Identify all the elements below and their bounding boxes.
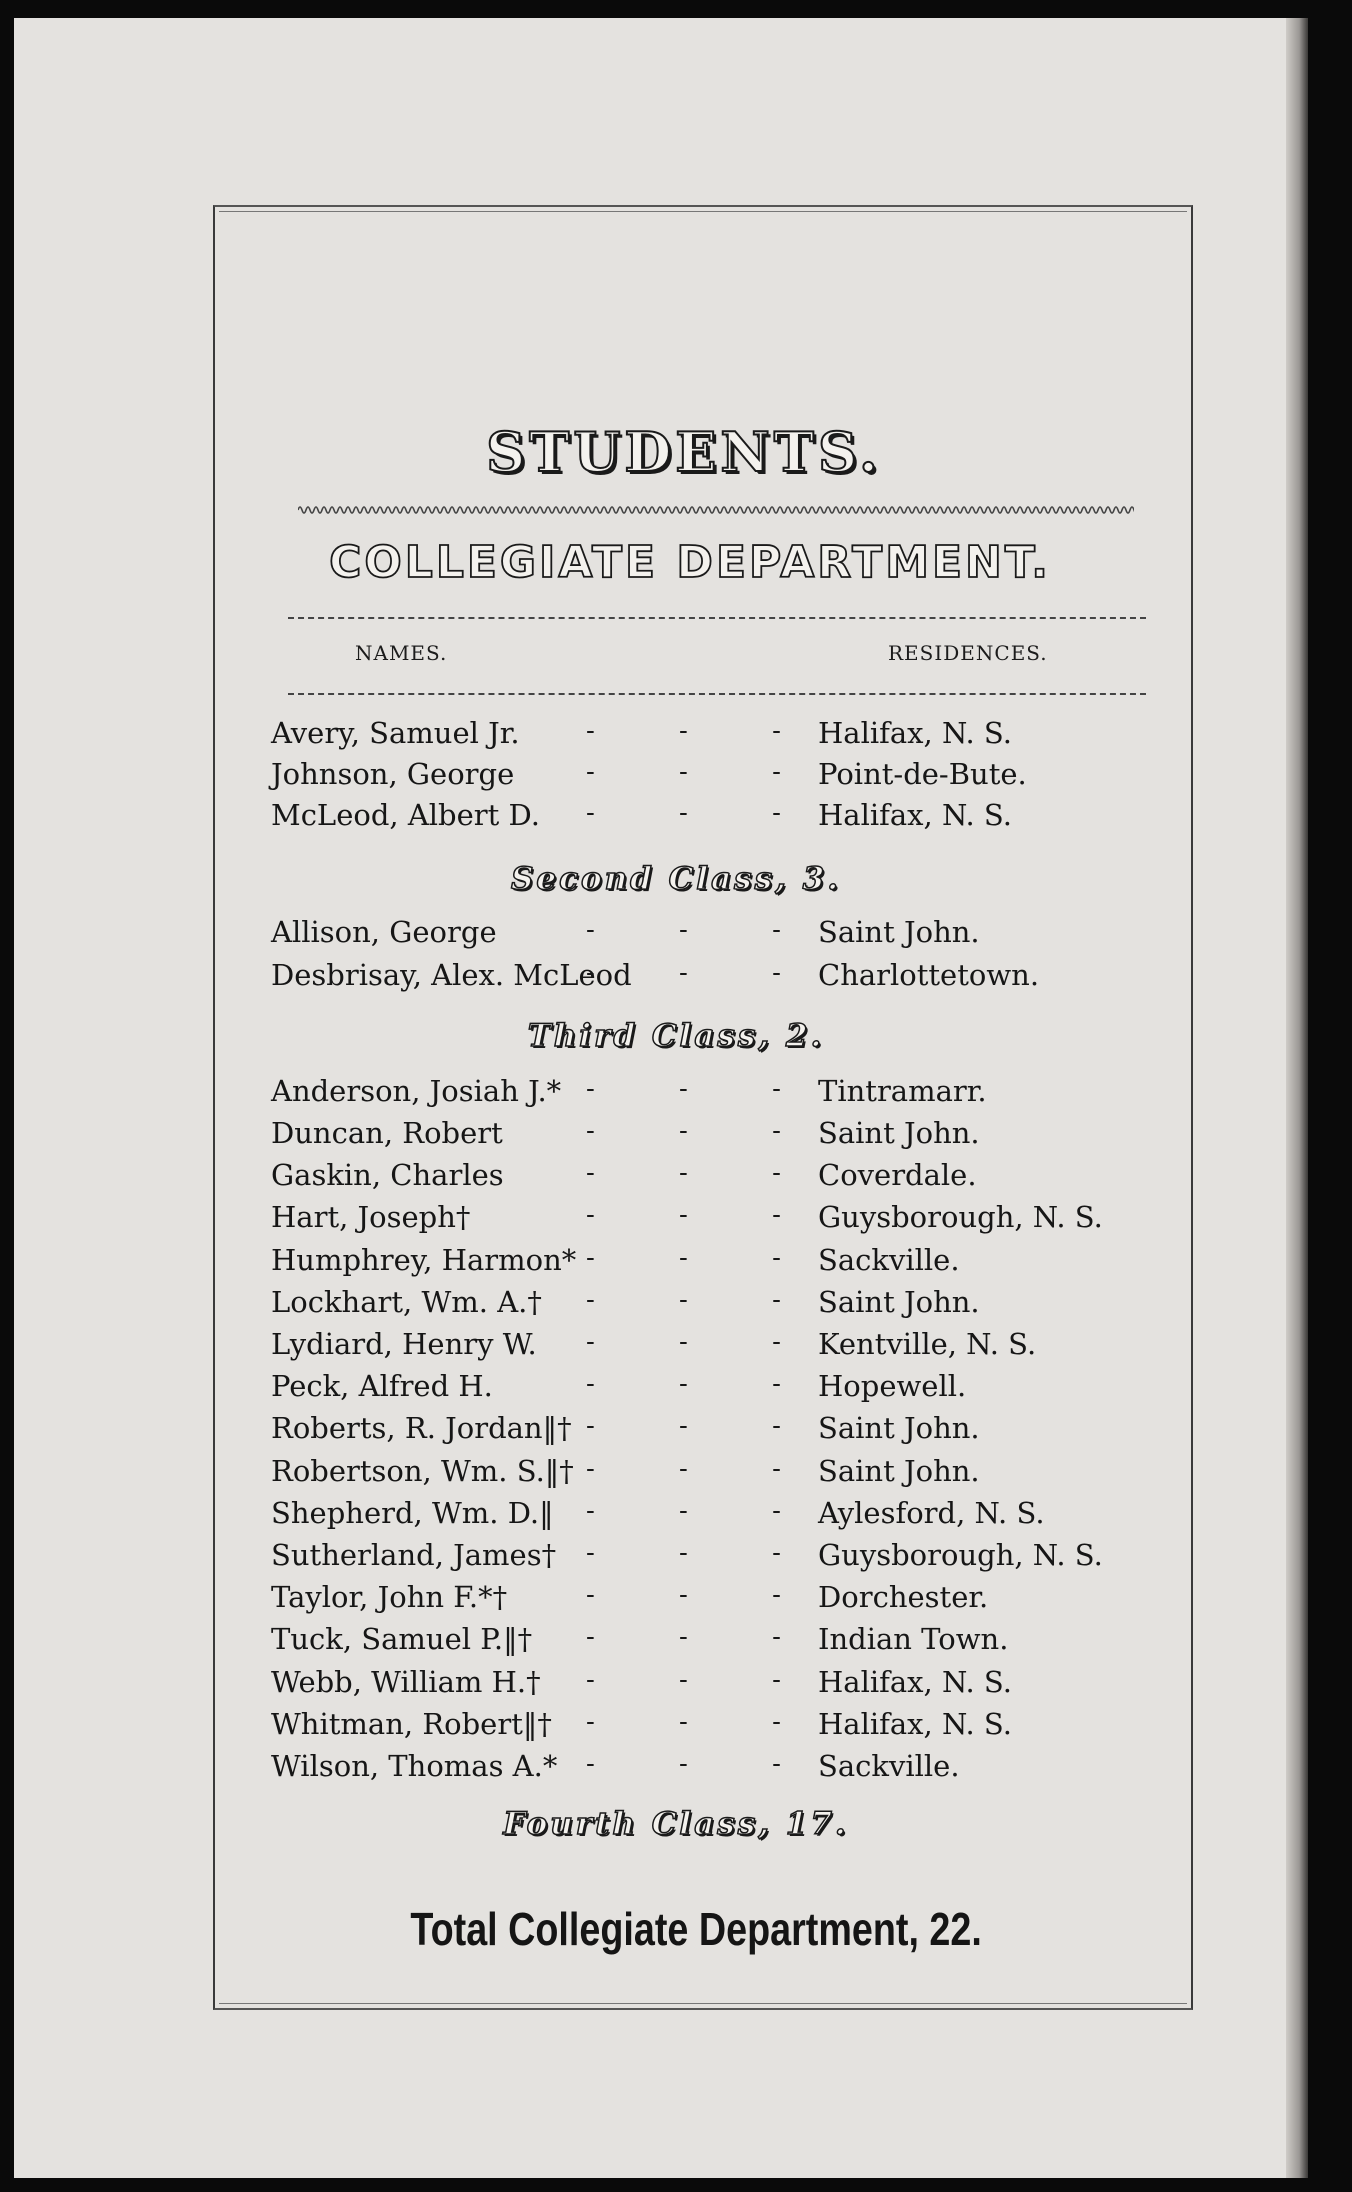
leader-dashes: - - - [586,1158,819,1188]
student-name: Whitman, Robert‖† [271,1707,552,1741]
class-heading: Third Class, 2. [527,1018,825,1054]
leader-dashes: - - - [586,1496,819,1526]
student-row [0,1707,1352,1749]
leader-dashes: - - - [586,1411,819,1441]
student-row [0,1327,1352,1369]
student-name: Humphrey, Harmon* [271,1243,577,1277]
student-residence: Kentville, N. S. [818,1327,1037,1361]
leader-dashes: - - - [586,1327,819,1357]
student-residence: Dorchester. [818,1580,989,1614]
leader-dashes: - - - [586,1749,819,1779]
wavy-divider [298,503,1134,517]
student-residence: Aylesford, N. S. [818,1496,1045,1530]
student-row [0,1454,1352,1496]
leader-dashes: - - - [586,1285,819,1315]
student-row [0,958,1352,1000]
student-name: Lydiard, Henry W. [271,1327,537,1361]
student-residence: Sackville. [818,1243,960,1277]
student-row [0,757,1352,799]
student-residence: Saint John. [818,1411,980,1445]
student-row [0,1285,1352,1327]
page-title: STUDENTS. [486,420,882,484]
student-residence: Indian Town. [818,1622,1009,1656]
dashed-divider-top [288,617,1146,619]
student-row [0,1580,1352,1622]
student-name: Gaskin, Charles [271,1158,504,1192]
student-residence: Saint John. [818,1285,980,1319]
student-row [0,1369,1352,1411]
leader-dashes: - - - [586,716,819,746]
leader-dashes: - - - [586,1243,819,1273]
student-row [0,1074,1352,1116]
student-residence: Sackville. [818,1749,960,1783]
student-name: Lockhart, Wm. A.† [271,1285,542,1319]
leader-dashes: - - - [586,1200,819,1230]
leader-dashes: - - - [586,958,819,988]
student-residence: Halifax, N. S. [818,1665,1012,1699]
student-residence: Point-de-Bute. [818,757,1027,791]
student-name: McLeod, Albert D. [271,798,540,832]
student-name: Desbrisay, Alex. McLeod [271,958,632,992]
student-name: Webb, William H.† [271,1665,541,1699]
student-name: Taylor, John F.*† [271,1580,508,1614]
student-residence: Saint John. [818,1454,980,1488]
leader-dashes: - - - [586,1116,819,1146]
student-name: Johnson, George [271,757,515,791]
student-row [0,716,1352,758]
student-name: Peck, Alfred H. [271,1369,493,1403]
student-row [0,1243,1352,1285]
class-heading: Second Class, 3. [510,861,842,897]
leader-dashes: - - - [586,1622,819,1652]
student-name: Hart, Joseph† [271,1200,471,1234]
student-row [0,1116,1352,1158]
student-residence: Charlottetown. [818,958,1040,992]
leader-dashes: - - - [586,1369,819,1399]
student-row [0,1538,1352,1580]
student-name: Anderson, Josiah J.* [271,1074,562,1108]
student-residence: Halifax, N. S. [818,798,1012,832]
student-residence: Guysborough, N. S. [818,1538,1103,1572]
student-residence: Tintramarr. [818,1074,987,1108]
student-row [0,915,1352,957]
leader-dashes: - - - [586,757,819,787]
student-residence: Saint John. [818,915,980,949]
student-row [0,1749,1352,1791]
student-residence: Hopewell. [818,1369,967,1403]
leader-dashes: - - - [586,1454,819,1484]
leader-dashes: - - - [586,1707,819,1737]
student-row [0,1665,1352,1707]
total-line: Total Collegiate Department, 22. [410,1903,982,1955]
student-name: Robertson, Wm. S.‖† [271,1454,574,1488]
student-row [0,1622,1352,1664]
student-residence: Halifax, N. S. [818,1707,1012,1741]
department-title: COLLEGIATE DEPARTMENT. [329,537,1051,588]
student-row [0,1158,1352,1200]
student-residence: Coverdale. [818,1158,977,1192]
leader-dashes: - - - [586,1074,819,1104]
student-name: Shepherd, Wm. D.‖ [271,1496,554,1530]
dashed-divider-bottom [288,693,1146,695]
student-name: Allison, George [271,915,497,949]
student-name: Tuck, Samuel P.‖† [271,1622,533,1656]
student-row [0,1411,1352,1453]
student-name: Duncan, Robert [271,1116,503,1150]
student-residence: Saint John. [818,1116,980,1150]
student-row [0,1496,1352,1538]
leader-dashes: - - - [586,1538,819,1568]
leader-dashes: - - - [586,1580,819,1610]
student-residence: Guysborough, N. S. [818,1200,1103,1234]
student-name: Sutherland, James† [271,1538,557,1572]
student-residence: Halifax, N. S. [818,716,1012,750]
leader-dashes: - - - [586,1665,819,1695]
student-name: Wilson, Thomas A.* [271,1749,558,1783]
student-row [0,1200,1352,1242]
residences-header: RESIDENCES. [888,641,1048,665]
student-name: Roberts, R. Jordan‖† [271,1411,572,1445]
student-name: Avery, Samuel Jr. [271,716,520,750]
names-header: NAMES. [355,641,448,665]
class-heading: Fourth Class, 17. [503,1806,849,1842]
student-row [0,798,1352,840]
leader-dashes: - - - [586,915,819,945]
leader-dashes: - - - [586,798,819,828]
